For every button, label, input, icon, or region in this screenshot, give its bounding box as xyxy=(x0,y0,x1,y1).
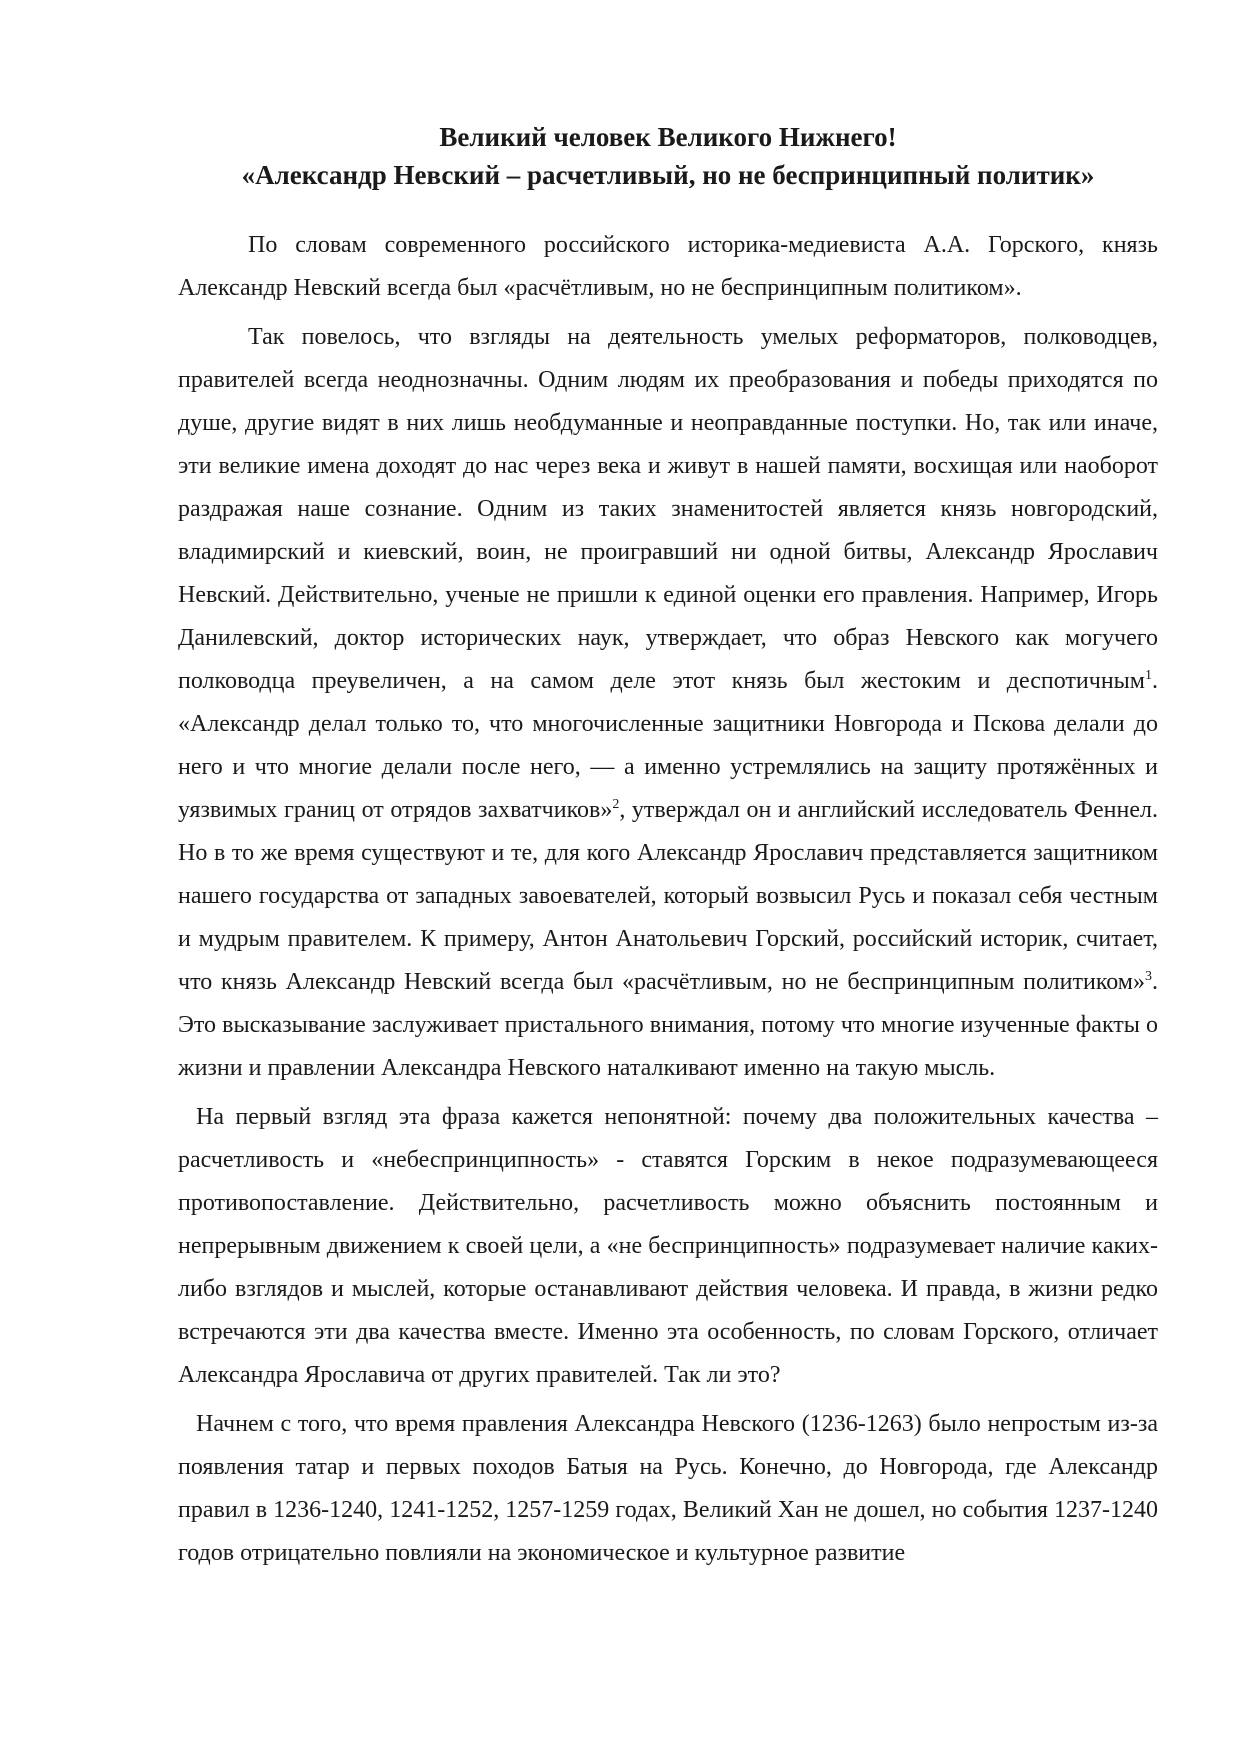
document-title xyxy=(178,118,1158,194)
paragraph-2-part-b: . «Александр делал только то, что многочисленные защитники Новгорода и Пскова делали до него и что многие делали после него, — а именно устремлялись на защиту протяжённых и уязвимых границ от отрядов захватчиков» xyxy=(178,668,1158,823)
paragraph-2-part-a: Так повелось, что взгляды на деятельность умелых реформаторов, полководцев, правителей всегда неоднозначны. Одним людям их преобразования и победы приходятся по душе, другие видят в них лишь необдуманные и неоправданные поступки. Но, так или иначе, эти великие имена доходят до нас через века и живут в нашей памяти, восхищая или наоборот раздражая наше сознание. Одним из таких знаменитостей является князь новгородский, владимирский и киевский, воин, не проигравший ни одной битвы, Александр Ярославич Невский. Действительно, ученые не пришли к единой оценки его правления. Например, Игорь Данилевский, доктор исторических наук, утверждает, что образ Невского как могучего полководца преувеличен, а на самом деле этот князь был жестоким и деспотичным xyxy=(178,324,1158,694)
footnote-ref-3[interactable]: 3 xyxy=(1145,969,1152,984)
paragraph-2-part-d: . Это высказывание заслуживает пристального внимания, потому что многие изученные факты о жизни и правлении Александра Невского наталкивают именно на такую мысль. xyxy=(178,969,1158,1081)
paragraph-2 xyxy=(178,316,1158,1090)
footnote-ref-1[interactable]: 1 xyxy=(1145,668,1152,683)
title-line-2: «Александр Невский – расчетливый, но не беспринципный политик» xyxy=(241,160,1095,190)
paragraph-2-part-c: , утверждал он и английский исследователь Феннел. Но в то же время существуют и те, для кого Александр Ярославич представляется защитником нашего государства от западных завоевателей, который возвысил Русь и показал себя честным и мудрым правителем. К примеру, Антон Анатольевич Горский, российский историк, считает, что князь Александр Невский всегда был «расчётливым, но не беспринципным политиком» xyxy=(178,797,1158,995)
document-page xyxy=(178,118,1158,1581)
footnote-ref-2[interactable]: 2 xyxy=(612,797,620,812)
paragraph-4: Начнем с того, что время правления Александра Невского (1236-1263) было непростым из-за появления татар и первых походов Батыя на Русь. Конечно, до Новгорода, где Александр правил в 1236-1240, 1241-1252, 1257-1259 годах, Великий Хан не дошел, но события 1237-1240 годов отрицательно повлияли на экономическое и культурное развитие xyxy=(178,1411,1158,1566)
paragraph-3: На первый взгляд эта фраза кажется непонятной: почему два положительных качества – расчетливость и «небеспринципность» - ставятся Горским в некое подразумевающееся противопоставление. Действительно, расчетливость можно объяснить постоянным и непрерывным движением к своей цели, а «не беспринципность» подразумевает наличие каких-либо взглядов и мыслей, которые останавливают действия человека. И правда, в жизни редко встречаются эти два качества вместе. Именно эта особенность, по словам Горского, отличает Александра Ярославича от других правителей. Так ли это? xyxy=(178,1104,1158,1388)
paragraph-1: По словам современного российского историка-медиевиста А.А. Горского, князь Александр Невский всегда был «расчётливым, но не беспринципным политиком». xyxy=(178,232,1158,301)
title-line-1: Великий человек Великого Нижнего! xyxy=(439,122,897,152)
